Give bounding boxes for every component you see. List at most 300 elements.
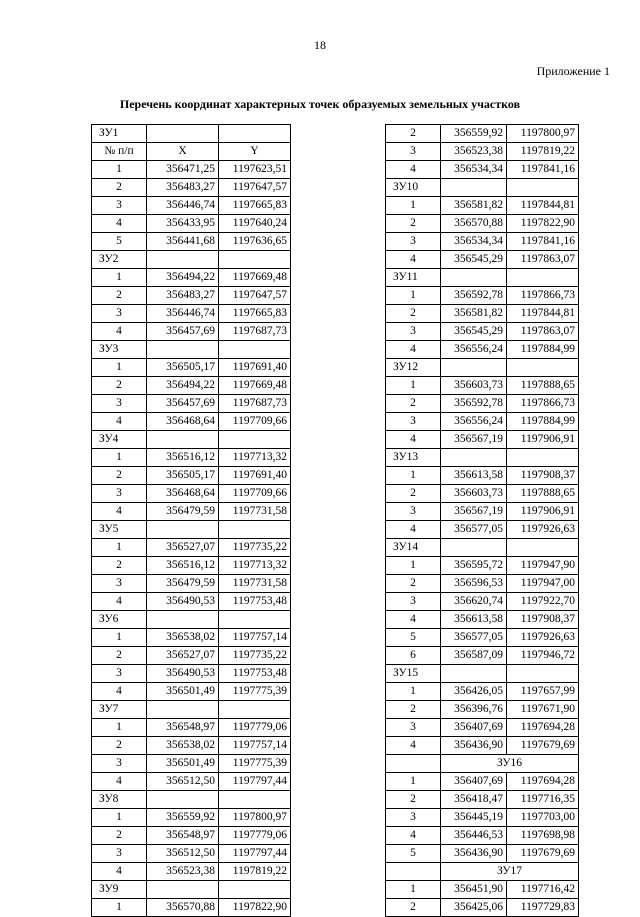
cell-y: 1197797,44 bbox=[219, 845, 291, 863]
group-label: ЗУ8 bbox=[92, 791, 147, 809]
table-row bbox=[92, 827, 291, 845]
cell-point-number: 1 bbox=[386, 683, 441, 701]
group-empty-cell bbox=[219, 125, 291, 143]
cell-point-number: 3 bbox=[92, 197, 147, 215]
group-empty-cell bbox=[507, 269, 579, 287]
cell-point-number: 2 bbox=[386, 791, 441, 809]
cell-y: 1197863,07 bbox=[507, 251, 579, 269]
cell-x: 356548,97 bbox=[147, 827, 219, 845]
table-row bbox=[386, 773, 579, 791]
cell-point-number: 1 bbox=[92, 809, 147, 827]
cell-x: 356570,88 bbox=[147, 899, 219, 917]
table-row bbox=[92, 845, 291, 863]
cell-y: 1197716,42 bbox=[507, 881, 579, 899]
cell-y: 1197906,91 bbox=[507, 503, 579, 521]
cell-y: 1197922,70 bbox=[507, 593, 579, 611]
cell-x: 356446,74 bbox=[147, 305, 219, 323]
group-empty-cell bbox=[507, 359, 579, 377]
group-empty-cell bbox=[219, 881, 291, 899]
cell-x: 356471,25 bbox=[147, 161, 219, 179]
cell-point-number: 4 bbox=[386, 161, 441, 179]
cell-y: 1197947,00 bbox=[507, 575, 579, 593]
table-row bbox=[92, 467, 291, 485]
table-row bbox=[92, 575, 291, 593]
cell-point-number: 1 bbox=[386, 773, 441, 791]
table-row bbox=[386, 629, 579, 647]
cell-x: 356559,92 bbox=[147, 809, 219, 827]
group-empty-cell bbox=[147, 881, 219, 899]
cell-point-number: 1 bbox=[92, 899, 147, 917]
cell-x: 356426,05 bbox=[441, 683, 507, 701]
table-row bbox=[92, 233, 291, 251]
cell-y: 1197906,91 bbox=[507, 431, 579, 449]
group-label: ЗУ4 bbox=[92, 431, 147, 449]
group-empty-cell bbox=[219, 251, 291, 269]
cell-point-number: 3 bbox=[92, 485, 147, 503]
cell-x: 356596,53 bbox=[441, 575, 507, 593]
table-row bbox=[386, 233, 579, 251]
table-group-row bbox=[386, 269, 579, 287]
group-empty-cell bbox=[147, 521, 219, 539]
cell-x: 356603,73 bbox=[441, 377, 507, 395]
cell-x: 356581,82 bbox=[441, 197, 507, 215]
table-row bbox=[386, 683, 579, 701]
table-row bbox=[386, 143, 579, 161]
table-row bbox=[92, 737, 291, 755]
table-row bbox=[386, 845, 579, 863]
cell-x: 356523,38 bbox=[441, 143, 507, 161]
cell-y: 1197731,58 bbox=[219, 503, 291, 521]
cell-point-number: 1 bbox=[386, 881, 441, 899]
cell-point-number: 4 bbox=[386, 431, 441, 449]
cell-point-number: 5 bbox=[92, 233, 147, 251]
cell-point-number: 1 bbox=[386, 467, 441, 485]
group-empty-cell bbox=[441, 539, 507, 557]
cell-point-number: 1 bbox=[92, 539, 147, 557]
table-row bbox=[386, 395, 579, 413]
cell-y: 1197636,65 bbox=[219, 233, 291, 251]
group-label: ЗУ15 bbox=[386, 665, 441, 683]
group-empty-cell bbox=[219, 611, 291, 629]
table-row bbox=[92, 629, 291, 647]
group-empty-cell bbox=[441, 179, 507, 197]
table-row bbox=[386, 125, 579, 143]
cell-y: 1197888,65 bbox=[507, 485, 579, 503]
cell-point-number: 3 bbox=[92, 665, 147, 683]
table-row bbox=[92, 449, 291, 467]
cell-point-number: 2 bbox=[386, 575, 441, 593]
cell-y: 1197888,65 bbox=[507, 377, 579, 395]
group-empty-cell bbox=[219, 431, 291, 449]
cell-point-number: 1 bbox=[386, 197, 441, 215]
cell-y: 1197926,63 bbox=[507, 521, 579, 539]
cell-x: 356581,82 bbox=[441, 305, 507, 323]
cell-x: 356490,53 bbox=[147, 593, 219, 611]
cell-point-number: 4 bbox=[92, 773, 147, 791]
cell-x: 356441,68 bbox=[147, 233, 219, 251]
cell-point-number: 2 bbox=[386, 305, 441, 323]
coordinates-table-left-body bbox=[92, 125, 291, 917]
cell-y: 1197735,22 bbox=[219, 539, 291, 557]
table-row bbox=[386, 899, 579, 917]
table-row bbox=[386, 791, 579, 809]
table-row bbox=[386, 647, 579, 665]
cell-y: 1197884,99 bbox=[507, 341, 579, 359]
cell-y: 1197822,90 bbox=[507, 215, 579, 233]
group-empty-cell bbox=[507, 665, 579, 683]
cell-y: 1197866,73 bbox=[507, 395, 579, 413]
cell-y: 1197691,40 bbox=[219, 467, 291, 485]
cell-y: 1197775,39 bbox=[219, 755, 291, 773]
table-row bbox=[92, 719, 291, 737]
cell-y: 1197757,14 bbox=[219, 629, 291, 647]
table-row bbox=[386, 197, 579, 215]
cell-point-number: 3 bbox=[386, 233, 441, 251]
cell-point-number: 5 bbox=[386, 845, 441, 863]
table-row bbox=[92, 197, 291, 215]
cell-y: 1197841,16 bbox=[507, 161, 579, 179]
cell-y: 1197947,90 bbox=[507, 557, 579, 575]
cell-point-number: 5 bbox=[386, 629, 441, 647]
cell-point-number: 1 bbox=[92, 719, 147, 737]
table-group-row bbox=[92, 701, 291, 719]
group-empty-cell bbox=[147, 791, 219, 809]
cell-point-number: 2 bbox=[92, 467, 147, 485]
group-empty-cell bbox=[219, 701, 291, 719]
group-empty-cell bbox=[147, 431, 219, 449]
table-row bbox=[386, 467, 579, 485]
table-row bbox=[92, 179, 291, 197]
table-row bbox=[92, 755, 291, 773]
cell-y: 1197779,06 bbox=[219, 719, 291, 737]
cell-y: 1197797,44 bbox=[219, 773, 291, 791]
cell-x: 356556,24 bbox=[441, 413, 507, 431]
cell-x: 356523,38 bbox=[147, 863, 219, 881]
cell-point-number: 4 bbox=[92, 503, 147, 521]
cell-x: 356396,76 bbox=[441, 701, 507, 719]
table-row bbox=[92, 773, 291, 791]
cell-x: 356577,05 bbox=[441, 629, 507, 647]
table-row bbox=[92, 359, 291, 377]
table-row bbox=[386, 881, 579, 899]
cell-y: 1197694,28 bbox=[507, 719, 579, 737]
table-row bbox=[386, 719, 579, 737]
cell-y: 1197647,57 bbox=[219, 287, 291, 305]
table-row bbox=[386, 593, 579, 611]
cell-x: 356451,90 bbox=[441, 881, 507, 899]
cell-y: 1197694,28 bbox=[507, 773, 579, 791]
coordinates-table-left bbox=[91, 124, 291, 917]
cell-y: 1197844,81 bbox=[507, 197, 579, 215]
cell-point-number: 2 bbox=[386, 701, 441, 719]
cell-point-number: 4 bbox=[92, 863, 147, 881]
cell-x: 356483,27 bbox=[147, 287, 219, 305]
coordinates-table-right bbox=[385, 124, 579, 917]
table-row bbox=[386, 827, 579, 845]
cell-point-number: 4 bbox=[386, 737, 441, 755]
cell-x: 356494,22 bbox=[147, 377, 219, 395]
cell-y: 1197926,63 bbox=[507, 629, 579, 647]
cell-y: 1197822,90 bbox=[219, 899, 291, 917]
cell-point-number: 2 bbox=[92, 179, 147, 197]
cell-y: 1197671,90 bbox=[507, 701, 579, 719]
cell-x: 356436,90 bbox=[441, 737, 507, 755]
cell-x: 356603,73 bbox=[441, 485, 507, 503]
cell-x: 356512,50 bbox=[147, 845, 219, 863]
table-group-row bbox=[386, 539, 579, 557]
table-group-row bbox=[386, 665, 579, 683]
group-empty-cell bbox=[147, 341, 219, 359]
header-cell-y: Y bbox=[219, 143, 291, 161]
table-row bbox=[92, 665, 291, 683]
table-group-row bbox=[386, 755, 579, 773]
table-row bbox=[386, 161, 579, 179]
cell-x: 356479,59 bbox=[147, 575, 219, 593]
cell-point-number: 4 bbox=[92, 683, 147, 701]
cell-point-number: 3 bbox=[92, 305, 147, 323]
cell-point-number: 4 bbox=[386, 611, 441, 629]
table-group-row bbox=[92, 521, 291, 539]
table-row bbox=[386, 485, 579, 503]
cell-x: 356559,92 bbox=[441, 125, 507, 143]
cell-point-number: 3 bbox=[386, 719, 441, 737]
cell-y: 1197775,39 bbox=[219, 683, 291, 701]
cell-point-number: 2 bbox=[386, 395, 441, 413]
cell-y: 1197679,69 bbox=[507, 737, 579, 755]
cell-point-number: 3 bbox=[92, 395, 147, 413]
cell-point-number: 3 bbox=[92, 575, 147, 593]
cell-y: 1197866,73 bbox=[507, 287, 579, 305]
cell-y: 1197669,48 bbox=[219, 377, 291, 395]
table-row bbox=[92, 683, 291, 701]
cell-x: 356538,02 bbox=[147, 737, 219, 755]
table-row bbox=[92, 215, 291, 233]
table-group-row bbox=[386, 179, 579, 197]
cell-x: 356425,06 bbox=[441, 899, 507, 917]
cell-y: 1197819,22 bbox=[219, 863, 291, 881]
cell-y: 1197703,00 bbox=[507, 809, 579, 827]
cell-y: 1197716,35 bbox=[507, 791, 579, 809]
table-group-row bbox=[386, 359, 579, 377]
table-row bbox=[92, 557, 291, 575]
cell-x: 356468,64 bbox=[147, 413, 219, 431]
group-label: ЗУ11 bbox=[386, 269, 441, 287]
header-cell-number: № п/п bbox=[92, 143, 147, 161]
cell-x: 356527,07 bbox=[147, 647, 219, 665]
table-row bbox=[386, 215, 579, 233]
table-row bbox=[386, 341, 579, 359]
cell-y: 1197647,57 bbox=[219, 179, 291, 197]
table-header-row bbox=[92, 143, 291, 161]
cell-point-number: 4 bbox=[92, 593, 147, 611]
table-group-row bbox=[92, 611, 291, 629]
cell-x: 356407,69 bbox=[441, 773, 507, 791]
cell-x: 356587,09 bbox=[441, 647, 507, 665]
table-row bbox=[92, 269, 291, 287]
table-row bbox=[92, 863, 291, 881]
cell-x: 356479,59 bbox=[147, 503, 219, 521]
cell-y: 1197669,48 bbox=[219, 269, 291, 287]
cell-point-number: 4 bbox=[386, 251, 441, 269]
cell-point-number: 1 bbox=[92, 449, 147, 467]
table-group-row bbox=[92, 431, 291, 449]
cell-y: 1197735,22 bbox=[219, 647, 291, 665]
group-empty-cell bbox=[507, 179, 579, 197]
cell-x: 356567,19 bbox=[441, 431, 507, 449]
group-label: ЗУ9 bbox=[92, 881, 147, 899]
cell-point-number: 3 bbox=[386, 143, 441, 161]
table-row bbox=[92, 539, 291, 557]
table-row bbox=[92, 395, 291, 413]
cell-y: 1197844,81 bbox=[507, 305, 579, 323]
cell-y: 1197687,73 bbox=[219, 395, 291, 413]
cell-x: 356501,49 bbox=[147, 683, 219, 701]
table-row bbox=[386, 611, 579, 629]
cell-point-number: 3 bbox=[386, 593, 441, 611]
cell-x: 356592,78 bbox=[441, 287, 507, 305]
table-row bbox=[386, 575, 579, 593]
cell-x: 356457,69 bbox=[147, 395, 219, 413]
group-empty-cell bbox=[507, 449, 579, 467]
table-group-row bbox=[92, 125, 291, 143]
table-row bbox=[386, 809, 579, 827]
appendix-label: Приложение 1 bbox=[536, 64, 610, 78]
table-row bbox=[92, 647, 291, 665]
cell-y: 1197679,69 bbox=[507, 845, 579, 863]
group-label-spacer bbox=[386, 863, 441, 881]
cell-x: 356545,29 bbox=[441, 323, 507, 341]
table-row bbox=[92, 485, 291, 503]
cell-x: 356534,34 bbox=[441, 161, 507, 179]
table-row bbox=[92, 287, 291, 305]
table-row bbox=[92, 593, 291, 611]
cell-point-number: 1 bbox=[386, 287, 441, 305]
cell-point-number: 2 bbox=[92, 287, 147, 305]
group-label: ЗУ16 bbox=[441, 755, 579, 773]
table-row bbox=[92, 305, 291, 323]
header-cell-x: X bbox=[147, 143, 219, 161]
table-row bbox=[386, 701, 579, 719]
cell-y: 1197753,48 bbox=[219, 593, 291, 611]
cell-x: 356527,07 bbox=[147, 539, 219, 557]
cell-point-number: 4 bbox=[386, 341, 441, 359]
group-empty-cell bbox=[219, 791, 291, 809]
cell-y: 1197800,97 bbox=[219, 809, 291, 827]
cell-x: 356446,53 bbox=[441, 827, 507, 845]
table-row bbox=[386, 323, 579, 341]
table-group-row bbox=[92, 251, 291, 269]
group-empty-cell bbox=[219, 521, 291, 539]
cell-x: 356505,17 bbox=[147, 467, 219, 485]
table-row bbox=[92, 413, 291, 431]
cell-point-number: 4 bbox=[92, 413, 147, 431]
cell-y: 1197946,72 bbox=[507, 647, 579, 665]
cell-point-number: 3 bbox=[92, 845, 147, 863]
cell-y: 1197757,14 bbox=[219, 737, 291, 755]
group-label: ЗУ6 bbox=[92, 611, 147, 629]
group-label: ЗУ2 bbox=[92, 251, 147, 269]
cell-x: 356516,12 bbox=[147, 449, 219, 467]
table-row bbox=[386, 737, 579, 755]
cell-y: 1197753,48 bbox=[219, 665, 291, 683]
cell-point-number: 6 bbox=[386, 647, 441, 665]
group-empty-cell bbox=[147, 701, 219, 719]
cell-y: 1197884,99 bbox=[507, 413, 579, 431]
table-row bbox=[386, 431, 579, 449]
cell-x: 356592,78 bbox=[441, 395, 507, 413]
group-label: ЗУ12 bbox=[386, 359, 441, 377]
group-empty-cell bbox=[219, 341, 291, 359]
cell-point-number: 2 bbox=[386, 215, 441, 233]
cell-point-number: 3 bbox=[386, 323, 441, 341]
table-row bbox=[92, 161, 291, 179]
cell-point-number: 2 bbox=[92, 737, 147, 755]
table-row bbox=[386, 521, 579, 539]
cell-x: 356436,90 bbox=[441, 845, 507, 863]
cell-x: 356446,74 bbox=[147, 197, 219, 215]
cell-point-number: 4 bbox=[92, 323, 147, 341]
table-row bbox=[386, 413, 579, 431]
group-label: ЗУ14 bbox=[386, 539, 441, 557]
cell-point-number: 1 bbox=[92, 269, 147, 287]
cell-point-number: 2 bbox=[386, 125, 441, 143]
cell-point-number: 1 bbox=[92, 161, 147, 179]
cell-x: 356501,49 bbox=[147, 755, 219, 773]
cell-point-number: 1 bbox=[92, 629, 147, 647]
cell-point-number: 4 bbox=[92, 215, 147, 233]
table-row bbox=[386, 503, 579, 521]
cell-point-number: 2 bbox=[92, 647, 147, 665]
cell-y: 1197623,51 bbox=[219, 161, 291, 179]
table-row bbox=[92, 323, 291, 341]
cell-point-number: 4 bbox=[386, 827, 441, 845]
group-label: ЗУ7 bbox=[92, 701, 147, 719]
cell-x: 356567,19 bbox=[441, 503, 507, 521]
cell-y: 1197709,66 bbox=[219, 485, 291, 503]
group-label: ЗУ5 bbox=[92, 521, 147, 539]
cell-point-number: 1 bbox=[386, 557, 441, 575]
cell-y: 1197691,40 bbox=[219, 359, 291, 377]
cell-point-number: 1 bbox=[92, 359, 147, 377]
table-row bbox=[386, 305, 579, 323]
group-label: ЗУ10 bbox=[386, 179, 441, 197]
group-empty-cell bbox=[147, 611, 219, 629]
table-group-row bbox=[386, 863, 579, 881]
cell-y: 1197657,99 bbox=[507, 683, 579, 701]
cell-y: 1197687,73 bbox=[219, 323, 291, 341]
cell-x: 356545,29 bbox=[441, 251, 507, 269]
cell-y: 1197863,07 bbox=[507, 323, 579, 341]
cell-point-number: 3 bbox=[386, 413, 441, 431]
group-empty-cell bbox=[147, 125, 219, 143]
table-row bbox=[92, 377, 291, 395]
group-empty-cell bbox=[441, 449, 507, 467]
table-row bbox=[92, 503, 291, 521]
cell-x: 356534,34 bbox=[441, 233, 507, 251]
table-group-row bbox=[92, 341, 291, 359]
table-row bbox=[386, 251, 579, 269]
cell-point-number: 3 bbox=[386, 503, 441, 521]
cell-x: 356613,58 bbox=[441, 611, 507, 629]
group-empty-cell bbox=[507, 539, 579, 557]
table-row bbox=[386, 287, 579, 305]
cell-y: 1197800,97 bbox=[507, 125, 579, 143]
cell-x: 356483,27 bbox=[147, 179, 219, 197]
cell-y: 1197841,16 bbox=[507, 233, 579, 251]
cell-y: 1197713,32 bbox=[219, 557, 291, 575]
group-label: ЗУ1 bbox=[92, 125, 147, 143]
cell-point-number: 1 bbox=[386, 377, 441, 395]
